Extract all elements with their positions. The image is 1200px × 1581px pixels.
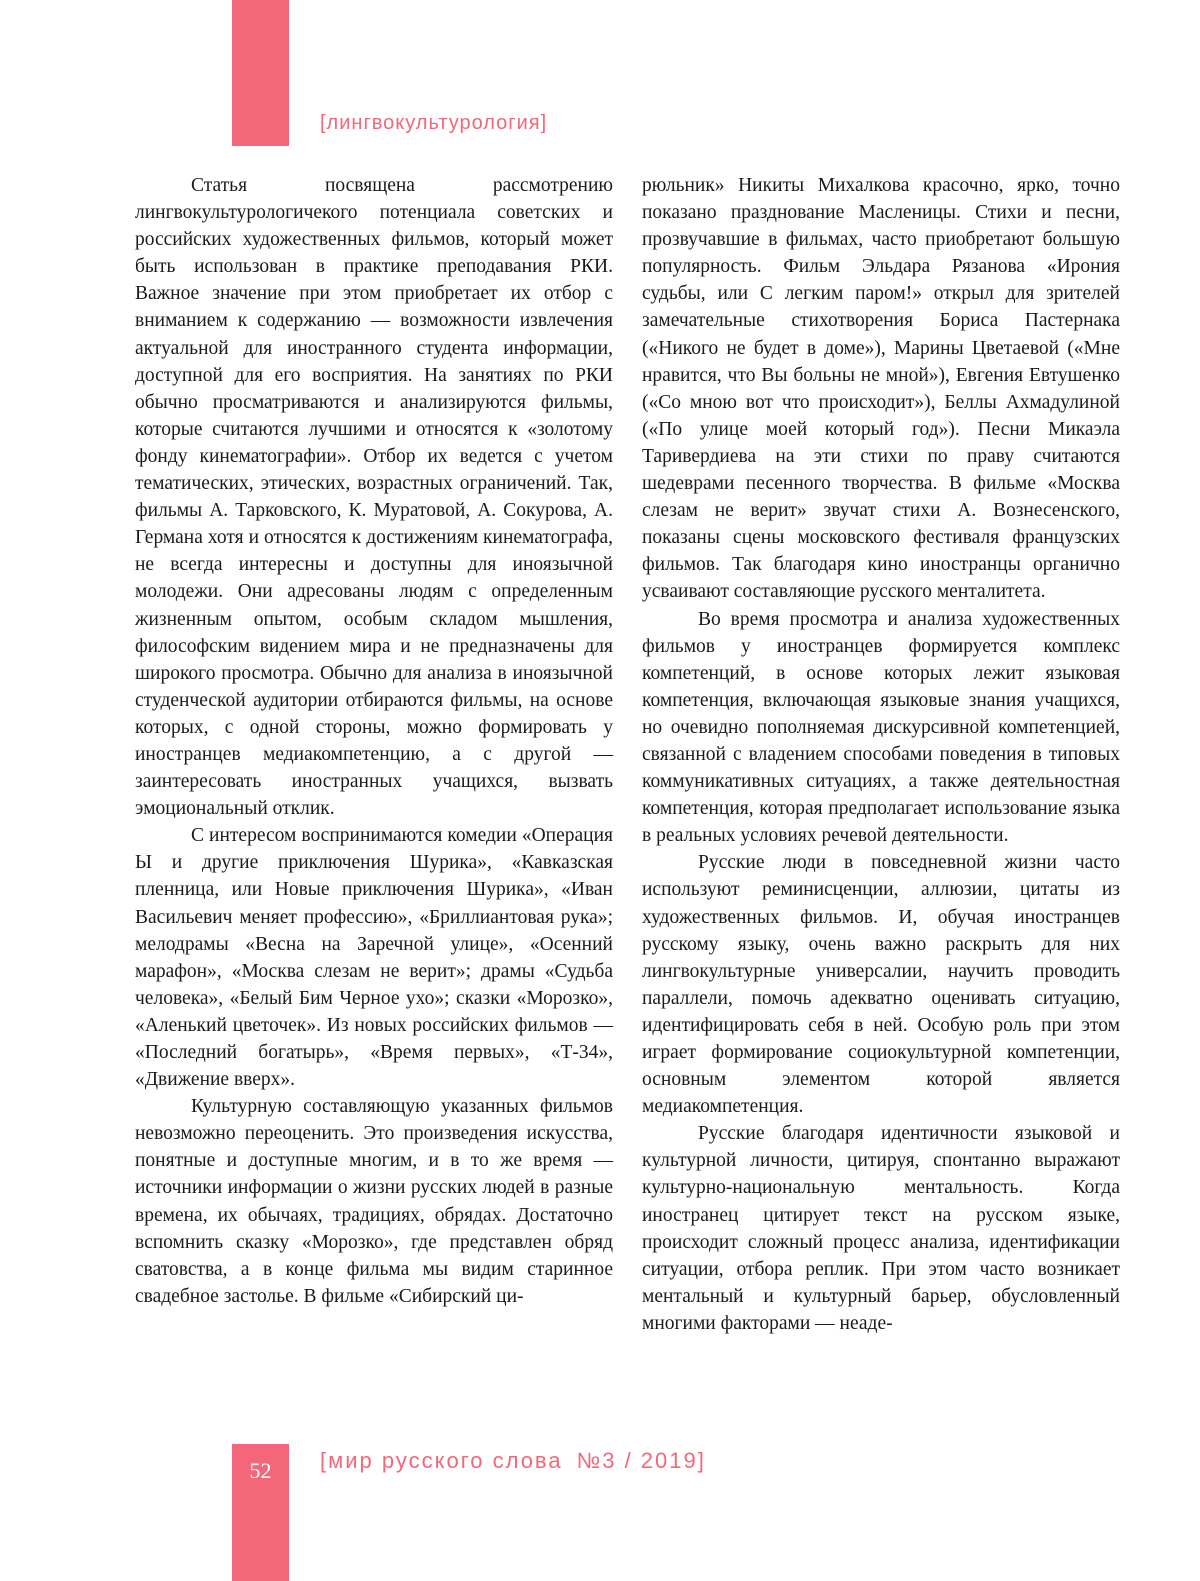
paragraph-continuation: рюльник» Никиты Михалкова красочно, ярко, точно показано празднование Масленицы. Стихи и песни, прозвучавшие в фильмах, часто приобретают большую популярность. Фильм Эльдара Рязанова «Ирония судьбы, или С легким паром!» открыл для зрителей замечательные стихотворения Бориса Пастернака («Никого не будет в доме»), Марины Цветаевой («Мне нравится, что Вы больны не мной»), Евгения Евтушенко («Со мною вот что происходит»), Беллы Ахмадулиной («По улице моей который год»). Песни Микаэла Таривердиева на эти стихи по праву считаются шедеврами песенного творчества. В фильме «Москва слезам не верит» звучат стихи А. Вознесенского, показаны сцены московского фестиваля французских фильмов. Так благодаря кино иностранцы органично усваивают составляющие русского менталитета. [642,175,1120,603]
top-accent-band [232,0,289,146]
journal-title: [мир русского слова [320,1448,563,1473]
paragraph: Во время просмотра и анализа художественных фильмов у иностранцев формируется комплекс компетенций, в основе которых лежит языковая компетенция, включающая языковые знания учащихся, но очевидно пополняемая дискурсивной компетенцией, связанной с владением способами поведения в типовых коммуникативных ситуациях, а также деятельностная компетенция, которая предполагает использование языка в реальных условиях речевой деятельности. [642,608,1120,847]
paragraph: Русские благодаря идентичности языковой и культурной личности, цитируя, спонтанно выражают культурно-национальную ментальность. Когда иностранец цитирует текст на русском языке, происходит сложный процесс анализа, идентификации ситуации, отбора реплик. При этом часто возникает ментальный и культурный барьер, обусловленный многими факторами — неаде- [642,1123,1120,1334]
paragraph: С интересом воспринимаются комедии «Операция Ы и другие приключения Шурика», «Кавказская пленница, или Новые приключения Шурика», «Иван Васильевич меняет профессию», «Бриллиантовая рука»; мелодрамы «Весна на Заречной улице», «Осенний марафон», «Москва слезам не верит»; драмы «Судьба человека», «Белый Бим Черное ухо»; сказки «Морозко», «Аленький цветочек». Из новых российских фильмов — «Последний богатырь», «Время первых», «Т-34», «Движение вверх». [135,825,613,1091]
paragraph: Статья посвящена рассмотрению лингвокультурологичекого потенциала советских и российских художественных фильмов, который может быть использован в практике преподавания РКИ. Важное значение при этом приобретает их отбор с вниманием к содержанию — возможности извлечения актуальной для иностранного студента информации, доступной для его восприятия. На занятиях по РКИ обычно просматриваются и анализируются фильмы, которые считаются лучшими и относятся к «золотому фонду кинематографии». Отбор их ведется с учетом тематических, этических, возрастных ограничений. Так, фильмы А. Тарковского, К. Муратовой, А. Сокурова, А. Германа хотя и относятся к достижениям кинематографа, не всегда интересны и доступны для иноязычной молодежи. Они адресованы людям с определенным жизненным опытом, особым складом мышления, философским видением мира и не предназначены для широкого просмотра. Обычно для анализа в иноязычной студенческой аудитории отбираются фильмы, на основе которых, с одной стороны, можно формировать у иностранцев медиакомпетенцию, а с другой — заинтересовать иностранных учащихся, вызвать эмоциональный отклик. [135,175,613,820]
paragraph: Русские люди в повседневной жизни часто используют реминисценции, аллюзии, цитаты из художественных фильмов. И, обучая иностранцев русскому языку, очень важно раскрыть для них лингвокультурные универсалии, научить проводить параллели, помочь адекватно оценивать ситуацию, идентифицировать себя в ней. Особую роль при этом играет формирование социокультурной компетенции, основным элементом которой является медиакомпетенция. [642,852,1120,1118]
left-column [135,172,613,1310]
section-label: [лингвокультурология] [320,112,548,134]
right-column [642,172,1120,1337]
journal-footer [320,1448,706,1474]
issue-sign: № [576,1448,603,1473]
page-number: 52 [249,1458,272,1483]
paragraph: Культурную составляющую указанных фильмов невозможно переоценить. Это произведения искусства, понятные и доступные многим, и в то же время — источники информации о жизни русских людей в разные времена, их обычаях, традициях, обрядах. Достаточно вспомнить сказку «Морозко», где представлен обряд сватовства, а в конце фильма мы видим старинное свадебное застолье. В фильме «Сибирский ци- [135,1096,613,1307]
issue-number: 3 / 2019] [602,1448,706,1473]
